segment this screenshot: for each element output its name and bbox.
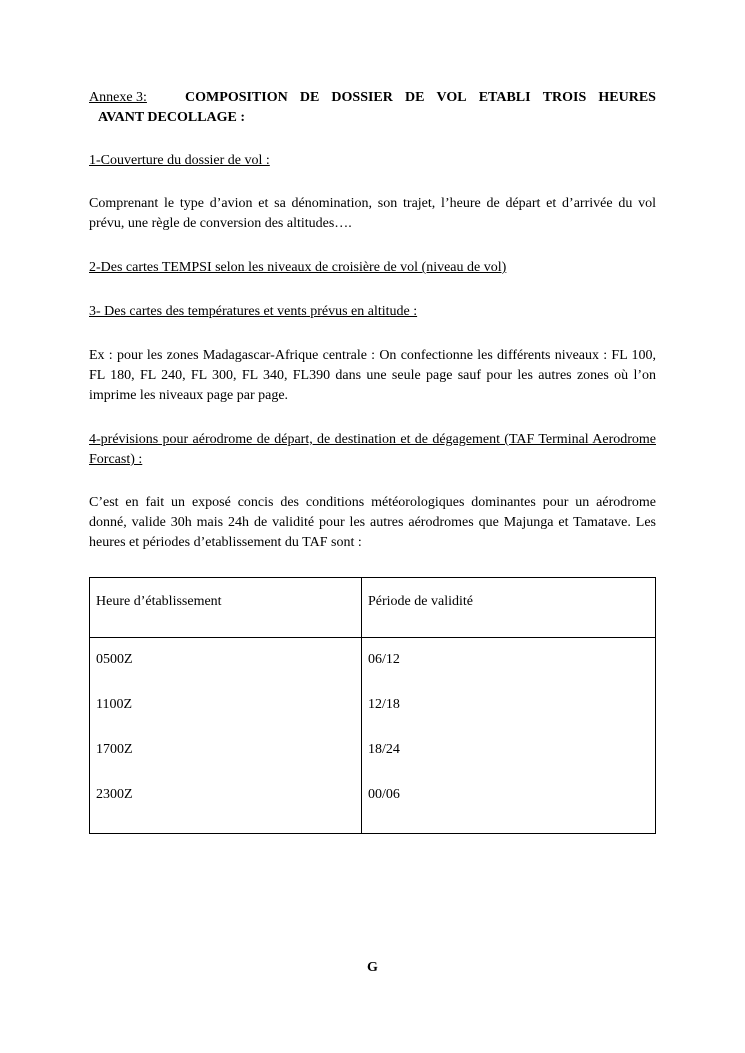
table-body-row bbox=[90, 638, 656, 834]
table-cell: 06/12 bbox=[368, 652, 400, 667]
page-footer-mark: G bbox=[367, 960, 378, 975]
section-2-title: 2-Des cartes TEMPSI selon les niveaux de croisière de vol (niveau de vol) bbox=[89, 260, 507, 275]
table-cell: 0500Z bbox=[96, 652, 133, 667]
title-word: DE bbox=[404, 90, 425, 105]
table-header-cell: Période de validité bbox=[362, 578, 656, 638]
title-word: DE bbox=[299, 90, 320, 105]
table-column-periode bbox=[362, 638, 656, 834]
table-cell: 12/18 bbox=[368, 697, 400, 712]
title-word: VOL bbox=[436, 90, 467, 105]
section-1-body: Comprenant le type d’avion et sa dénomination, son trajet, l’heure de départ et d’arrivée du vol prévu, une règle de conversion des altitudes…. bbox=[89, 196, 656, 231]
table-cell: 1100Z bbox=[96, 697, 133, 712]
annex-label: Annexe 3: bbox=[89, 90, 147, 105]
section-4-title: 4-prévisions pour aérodrome de départ, de destination et de dégagement (TAF Terminal Aerodrome Forcast) : bbox=[89, 432, 656, 467]
annex-heading bbox=[89, 88, 656, 128]
table-cell: 1700Z bbox=[96, 742, 133, 757]
section-1-title: 1-Couverture du dossier de vol : bbox=[89, 153, 270, 168]
table-cell: 2300Z bbox=[96, 787, 133, 802]
annex-title-line2: AVANT DECOLLAGE : bbox=[98, 110, 246, 125]
title-word: HEURES bbox=[598, 90, 656, 105]
title-word: COMPOSITION bbox=[185, 90, 288, 105]
annex-heading-line1 bbox=[89, 88, 656, 108]
table-header-row bbox=[90, 578, 656, 638]
title-word: DOSSIER bbox=[331, 90, 393, 105]
table-cell: 00/06 bbox=[368, 787, 400, 802]
table-cell: 18/24 bbox=[368, 742, 400, 757]
table-header-cell: Heure d’établissement bbox=[90, 578, 362, 638]
section-3-body: Ex : pour les zones Madagascar-Afrique centrale : On confectionne les différents niveaux : FL 100, FL 180, FL 240, FL 300, FL 340, FL390 dans une seule page sauf pour les autres zones où l’on imprime les niveaux page par page. bbox=[89, 348, 656, 403]
table-column-heure bbox=[90, 638, 362, 834]
section-4-body: C’est en fait un exposé concis des conditions météorologiques dominantes pour un aérodrome donné, valide 30h mais 24h de validité pour les autres aérodromes que Majunga et Tamatave. Les heures et périodes d’etablissement du TAF sont : bbox=[89, 495, 656, 550]
taf-schedule-table bbox=[89, 577, 656, 834]
title-word: TROIS bbox=[542, 90, 587, 105]
title-word: ETABLI bbox=[478, 90, 531, 105]
section-3-title: 3- Des cartes des températures et vents prévus en altitude : bbox=[89, 304, 418, 319]
